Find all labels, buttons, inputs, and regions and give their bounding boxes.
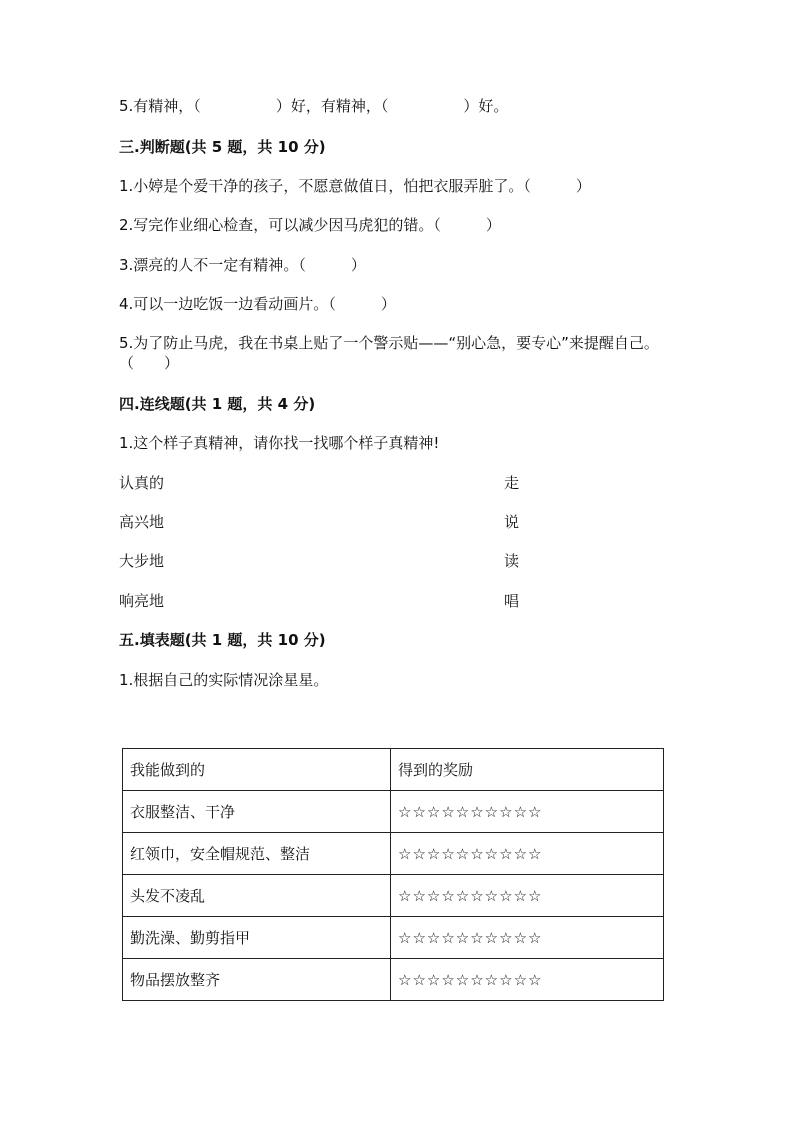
- table-cell-task: 衣服整洁、干净: [123, 791, 391, 833]
- question-text: 5.为了防止马虎，我在书桌上贴了一个警示贴——“别心急，要专心”来提醒自己。（ ）: [119, 334, 659, 372]
- match-left-item: 高兴地: [119, 513, 165, 531]
- match-left-item: 认真的: [119, 474, 165, 492]
- table-row: [123, 959, 664, 1001]
- section-heading: 五.填表题(共 1 题，共 10 分): [119, 631, 326, 649]
- section-heading: 三.判断题(共 5 题，共 10 分): [119, 138, 326, 156]
- table-header-cell: 我能做到的: [123, 749, 391, 791]
- table-cell-task: 头发不凌乱: [123, 875, 391, 917]
- table-header-cell: 得到的奖励: [391, 749, 664, 791]
- table-cell-task: 物品摆放整齐: [123, 959, 391, 1001]
- match-right-item: 唱: [504, 592, 520, 610]
- match-left-item: 响亮地: [119, 592, 165, 610]
- table-row: [123, 917, 664, 959]
- reward-table: [122, 748, 664, 1001]
- star-rating-cell[interactable]: ☆☆☆☆☆☆☆☆☆☆: [391, 917, 664, 959]
- star-rating-cell[interactable]: ☆☆☆☆☆☆☆☆☆☆: [391, 959, 664, 1001]
- question-text: 1.这个样子真精神，请你找一找哪个样子真精神!: [119, 434, 440, 452]
- question-text: 4.可以一边吃饭一边看动画片。（ ）: [119, 295, 396, 313]
- table-cell-task: 红领巾，安全帽规范、整洁: [123, 833, 391, 875]
- question-text: 1.小婷是个爱干净的孩子，不愿意做值日，怕把衣服弄脏了。（ ）: [119, 177, 591, 195]
- question-text: 5.有精神，（ ）好，有精神，（ ）好。: [119, 97, 509, 115]
- table-row: [123, 833, 664, 875]
- question-text: 3.漂亮的人不一定有精神。（ ）: [119, 256, 366, 274]
- star-rating-cell[interactable]: ☆☆☆☆☆☆☆☆☆☆: [391, 791, 664, 833]
- match-right-item: 读: [504, 552, 520, 570]
- question-text: 2.写完作业细心检查，可以减少因马虎犯的错。（ ）: [119, 216, 501, 234]
- section-heading: 四.连线题(共 1 题，共 4 分): [119, 395, 316, 413]
- match-right-item: 走: [504, 474, 520, 492]
- question-text: 1.根据自己的实际情况涂星星。: [119, 671, 329, 689]
- table-row: [123, 875, 664, 917]
- match-left-item: 大步地: [119, 552, 165, 570]
- table-row: [123, 791, 664, 833]
- star-rating-cell[interactable]: ☆☆☆☆☆☆☆☆☆☆: [391, 833, 664, 875]
- table-cell-task: 勤洗澡、勤剪指甲: [123, 917, 391, 959]
- star-rating-cell[interactable]: ☆☆☆☆☆☆☆☆☆☆: [391, 875, 664, 917]
- match-right-item: 说: [504, 513, 520, 531]
- table-header-row: [123, 749, 664, 791]
